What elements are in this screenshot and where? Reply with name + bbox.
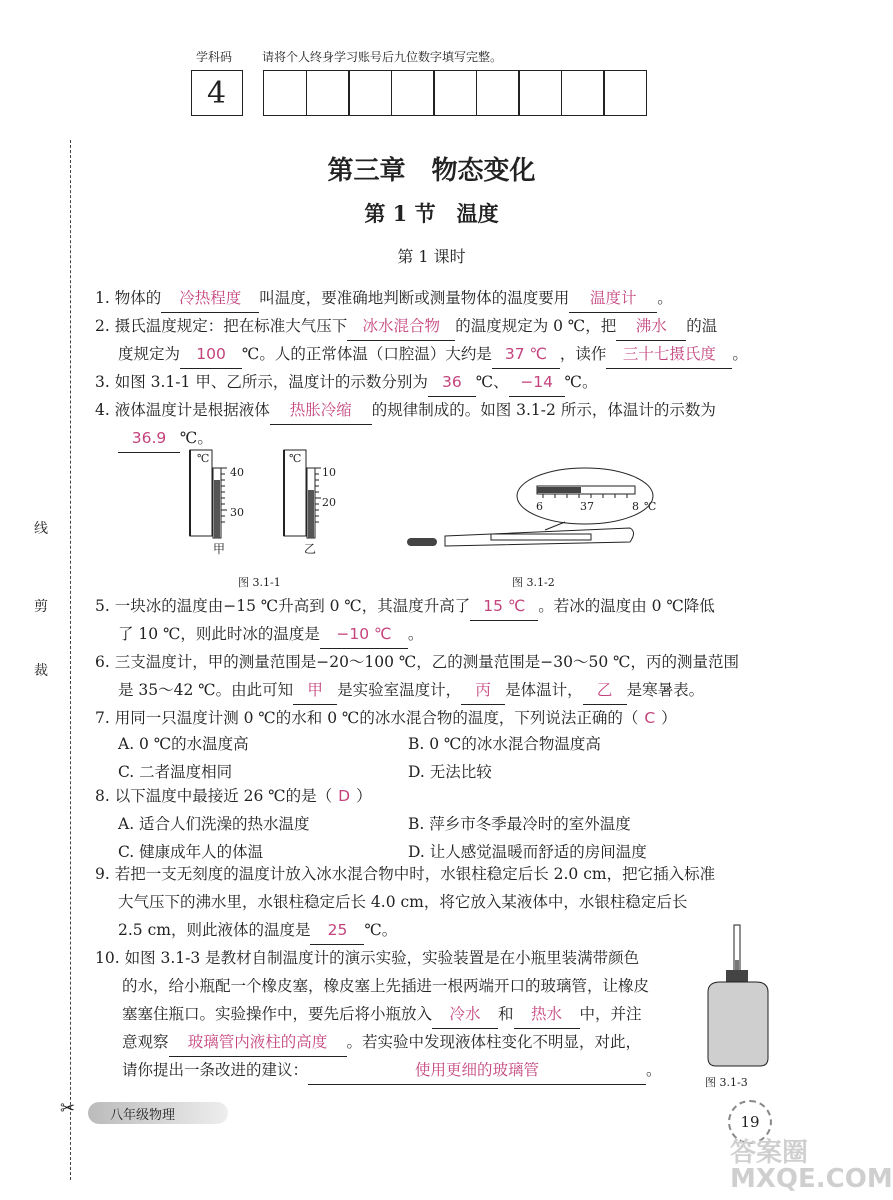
watermark: 答案圈 MXQE.COM bbox=[730, 1138, 893, 1194]
fig1-unit-yi: ℃ bbox=[289, 452, 302, 465]
digit-box[interactable] bbox=[306, 70, 350, 116]
question-4-line-2: 36.9 ℃。 bbox=[118, 424, 213, 453]
choice-answer[interactable]: C bbox=[644, 709, 656, 727]
lesson-title: 第 1 课时 bbox=[397, 247, 466, 266]
margin-mark-cut: 剪 bbox=[34, 599, 48, 615]
choice-answer[interactable]: D bbox=[338, 787, 351, 805]
fig2-tick-8: 8 bbox=[632, 500, 639, 513]
answer-blank[interactable]: 丙 bbox=[461, 676, 505, 705]
section-title: 第 1 节 温度 bbox=[364, 201, 499, 226]
question-8: 8. 以下温度中最接近 26 ℃的是（ D ） bbox=[95, 787, 372, 805]
fig1-tick-30: 30 bbox=[230, 506, 244, 519]
answer-blank[interactable]: 100 bbox=[180, 340, 242, 369]
page-number: 19 bbox=[728, 1100, 772, 1144]
answer-blank[interactable]: −14 bbox=[509, 368, 565, 397]
figure-3-1-2 bbox=[405, 466, 655, 556]
grade-label: 八年级物理 bbox=[110, 1108, 176, 1123]
question-6: 6. 三支温度计，甲的测量范围是−20～100 ℃，乙的测量范围是−30～50 ℃，丙的测量范围 bbox=[95, 653, 739, 671]
answer-blank[interactable]: 冷热程度 bbox=[161, 284, 259, 313]
margin-mark-line: 线 bbox=[34, 521, 48, 537]
q8-option-d[interactable]: D. 让人感觉温暖而舒适的房间温度 bbox=[408, 843, 647, 861]
question-2-line-2: 度规定为 100 ℃。人的正常体温（口腔温）大约是 37 ℃ ，读作 三十七摄氏度 。 bbox=[118, 340, 748, 369]
fig1-tick-40: 40 bbox=[230, 466, 244, 479]
question-10-line-5: 请你提出一条改进的建议： 使用更细的玻璃管 。 bbox=[122, 1056, 662, 1085]
fig3-caption: 图 3.1-3 bbox=[705, 1076, 748, 1089]
q8-option-b[interactable]: B. 萍乡市冬季最冷时的室外温度 bbox=[408, 815, 631, 833]
question-9: 9. 若把一支无刻度的温度计放入冰水混合物中时，水银柱稳定后长 2.0 cm，把它插入标准 bbox=[95, 865, 716, 883]
question-9-line-2: 大气压下的沸水里，水银柱稳定后长 4.0 cm，将它放入某液体中，水银柱稳定后长 bbox=[118, 893, 688, 911]
fig2-tick-37: 37 bbox=[580, 500, 594, 513]
fig2-tick-6: 6 bbox=[536, 500, 543, 513]
answer-blank[interactable]: 甲 bbox=[293, 676, 337, 705]
answer-blank[interactable]: 36.9 bbox=[118, 424, 180, 453]
question-4: 4. 液体温度计是根据液体 热胀冷缩 的规律制成的。如图 3.1-2 所示，体温计的示数为 bbox=[95, 396, 716, 425]
answer-blank[interactable]: 15 ℃ bbox=[470, 592, 538, 621]
fig1-label-yi: 乙 bbox=[304, 542, 317, 556]
margin-mark-trim: 裁 bbox=[34, 663, 48, 679]
digit-box[interactable] bbox=[518, 70, 562, 116]
subject-code-label: 学科码 bbox=[196, 50, 233, 64]
q7-option-a[interactable]: A. 0 ℃的水温度高 bbox=[118, 735, 249, 753]
question-5-line-2: 了 10 ℃，则此时冰的温度是 −10 ℃ 。 bbox=[118, 620, 423, 649]
answer-blank[interactable]: 37 ℃ bbox=[492, 340, 560, 369]
answer-blank[interactable]: 三十七摄氏度 bbox=[606, 340, 732, 369]
answer-blank[interactable]: 热胀冷缩 bbox=[270, 396, 372, 425]
answer-blank[interactable]: 乙 bbox=[583, 676, 627, 705]
question-6-line-2: 是 35～42 ℃。由此可知 甲 是实验室温度计， 丙 是体温计， 乙 是寒暑表。 bbox=[118, 676, 704, 705]
question-7: 7. 用同一只温度计测 0 ℃的水和 0 ℃的冰水混合物的温度，下列说法正确的（ C ） bbox=[95, 709, 677, 727]
fig1-unit-jia: ℃ bbox=[197, 452, 210, 465]
q8-option-c[interactable]: C. 健康成年人的体温 bbox=[118, 843, 264, 861]
digit-box[interactable] bbox=[263, 70, 307, 116]
question-10-line-3: 塞塞住瓶口。实验操作中，要先后将小瓶放入 冷水 和 热水 中，并注 bbox=[122, 1000, 642, 1029]
fig1-tick-10: 10 bbox=[322, 466, 336, 479]
fig1-label-jia: 甲 bbox=[213, 542, 226, 556]
chapter-title: 第三章 物态变化 bbox=[327, 156, 536, 186]
answer-blank[interactable]: 使用更细的玻璃管 bbox=[308, 1056, 646, 1085]
question-9-line-3: 2.5 cm，则此液体的温度是 25 ℃。 bbox=[118, 916, 397, 945]
q7-option-c[interactable]: C. 二者温度相同 bbox=[118, 763, 233, 781]
cut-line bbox=[70, 140, 71, 1180]
answer-blank[interactable]: 热水 bbox=[514, 1000, 580, 1029]
answer-blank[interactable]: 冷水 bbox=[432, 1000, 498, 1029]
answer-blank[interactable]: 沸水 bbox=[616, 312, 686, 341]
q7-option-b[interactable]: B. 0 ℃的冰水混合物温度高 bbox=[408, 735, 601, 753]
q7-option-d[interactable]: D. 无法比较 bbox=[408, 763, 492, 781]
question-10-line-4: 意观察 玻璃管内液柱的高度 。若实验中发现液体柱变化不明显，对此， bbox=[122, 1028, 641, 1057]
digit-box[interactable] bbox=[391, 70, 435, 116]
subject-code-box[interactable]: 4 bbox=[191, 70, 243, 116]
digit-box[interactable] bbox=[476, 70, 520, 116]
question-10-line-2: 的水，给小瓶配一个橡皮塞，橡皮塞上先插进一根两端开口的玻璃管，让橡皮 bbox=[122, 977, 650, 995]
question-5: 5. 一块冰的温度由−15 ℃升高到 0 ℃，其温度升高了 15 ℃ 。若冰的温度由 0 ℃降低 bbox=[95, 592, 715, 621]
answer-blank[interactable]: 36 bbox=[428, 368, 476, 397]
answer-blank[interactable]: −10 ℃ bbox=[320, 620, 408, 649]
answer-blank[interactable]: 25 bbox=[310, 916, 364, 945]
digit-box[interactable] bbox=[348, 70, 392, 116]
fig2-unit: ℃ bbox=[644, 500, 657, 513]
question-3: 3. 如图 3.1-1 甲、乙所示，温度计的示数分别为 36 ℃、 −14 ℃。 bbox=[95, 368, 598, 397]
digit-box[interactable] bbox=[603, 70, 647, 116]
digit-box[interactable] bbox=[433, 70, 477, 116]
grade-banner bbox=[88, 1102, 228, 1124]
question-2-line-1: 2. 摄氏温度规定：把在标准大气压下 冰水混合物 的温度规定为 0 ℃，把 沸水 的温 bbox=[95, 312, 717, 341]
q8-option-a[interactable]: A. 适合人们洗澡的热水温度 bbox=[118, 815, 310, 833]
answer-blank[interactable]: 温度计 bbox=[569, 284, 657, 313]
question-1: 1. 物体的 冷热程度 叫温度，要准确地判断或测量物体的温度要用 温度计 。 bbox=[95, 284, 673, 313]
digit-box[interactable] bbox=[561, 70, 605, 116]
account-number-grid bbox=[192, 70, 647, 116]
fig2-caption: 图 3.1-2 bbox=[512, 576, 555, 589]
answer-blank[interactable]: 冰水混合物 bbox=[347, 312, 455, 341]
fig1-tick-20: 20 bbox=[322, 496, 336, 509]
question-10: 10. 如图 3.1-3 是教材自制温度计的演示实验，实验装置是在小瓶里装满带颜色 bbox=[95, 949, 640, 967]
fig1-caption: 图 3.1-1 bbox=[238, 576, 281, 589]
header-instruction: 请将个人终身学习账号后九位数字填写完整。 bbox=[262, 50, 503, 64]
scissors-icon: ✂ bbox=[60, 1098, 76, 1119]
answer-blank[interactable]: 玻璃管内液柱的高度 bbox=[169, 1028, 347, 1057]
figure-3-1-3 bbox=[700, 920, 780, 1070]
